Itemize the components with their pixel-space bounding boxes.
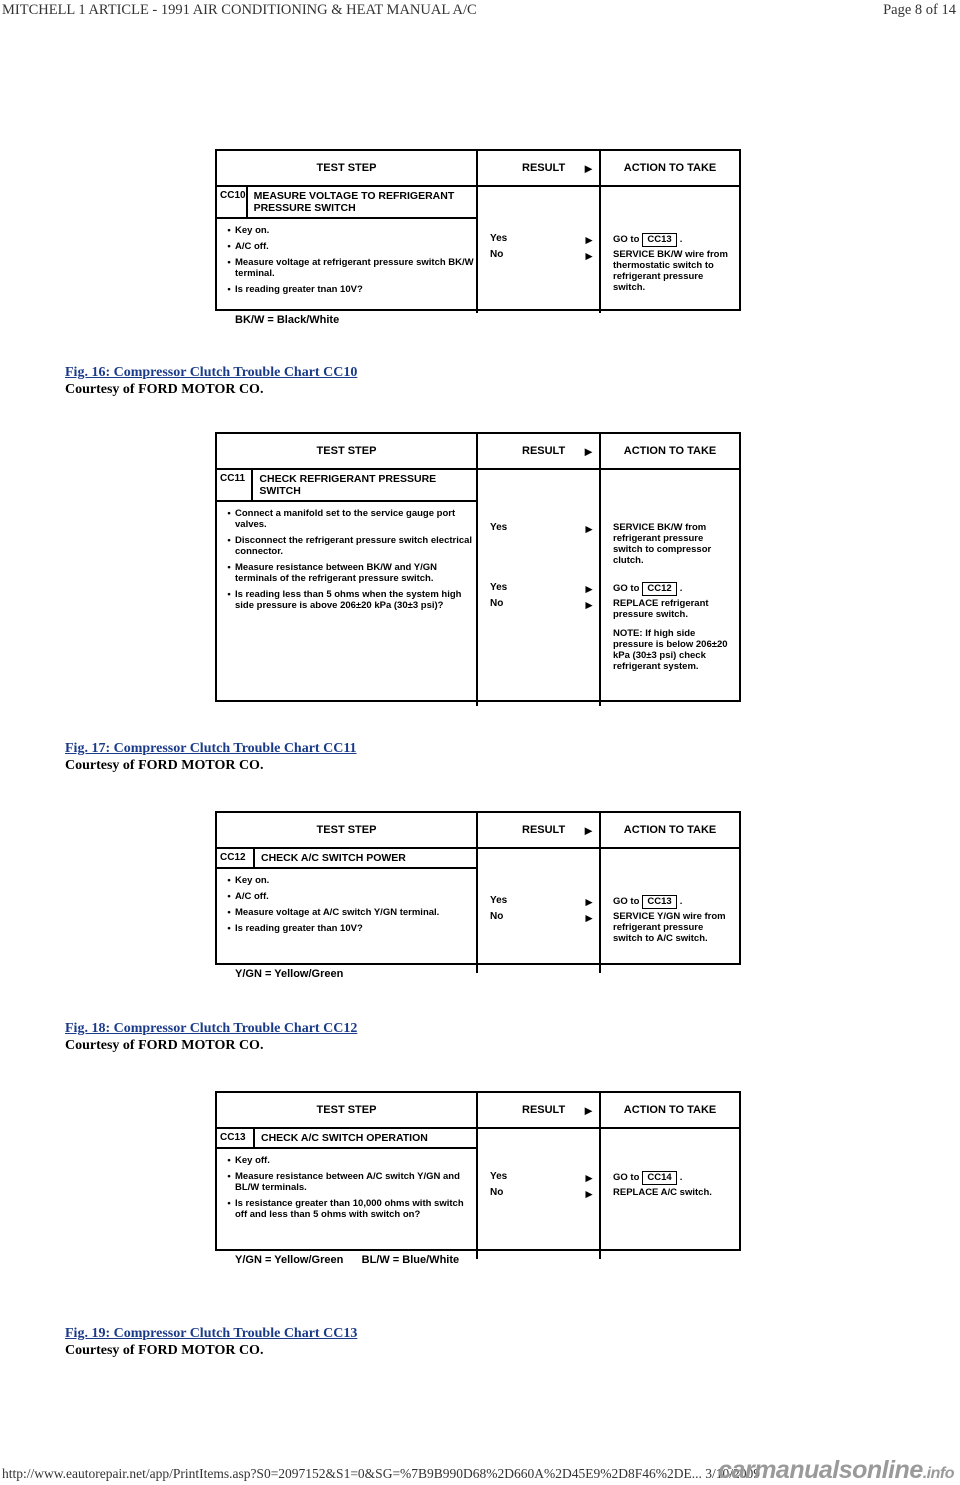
step-list [217,869,476,945]
trouble-chart-cc13 [215,1091,741,1251]
step-title: CHECK REFRIGERANT PRESSURE SWITCH [259,473,437,497]
step-title-row [217,1129,476,1149]
bullet-icon: • [227,284,231,295]
bullet-icon: • [227,1171,231,1182]
step-title: MEASURE VOLTAGE TO REFRIGERANT PRESSURE SWITCH [253,190,455,214]
bullet-icon: • [227,907,231,918]
step-text: Connect a manifold set to the service gauge port valves. [235,508,456,530]
bullet-icon: • [227,875,231,886]
action-text [613,582,733,596]
action-column [601,1129,739,1259]
chart-grid [217,1093,739,1259]
action-instruction: SERVICE Y/GN wire from refrigerant pressure switch to A/C switch. [613,911,726,944]
header-test-step: TEST STEP [217,434,478,470]
step-text: Measure voltage at refrigerant pressure switch BK/W terminal. [235,257,474,279]
action-suffix: . [679,1172,683,1183]
step-list [217,502,476,622]
test-step-column [217,470,478,706]
header-test-step: TEST STEP [217,813,478,849]
page-number: Page 8 of 14 [883,2,956,18]
result-column [478,470,601,706]
step-list [217,1149,476,1231]
action-note: NOTE: If high side pressure is below 206±20 kPa (30±3 psi) check refrigerant system. [613,628,728,672]
action-instruction: GO to [613,583,640,594]
action-text [613,895,733,909]
header-result [478,813,601,849]
result-label: Yes [490,522,508,533]
bullet-icon: • [227,589,231,600]
action-suffix: . [679,234,683,245]
step-code: CC10 [217,187,248,217]
test-step-column [217,1129,478,1259]
step-code: CC13 [217,1129,255,1147]
step-item [223,907,476,918]
step-text: Is reading greater tnan 10V? [235,284,363,295]
result-label: Yes [490,582,508,593]
action-text [613,522,733,566]
action-column [601,470,739,706]
step-list [217,219,476,306]
action-instruction: GO to [613,234,640,245]
header-action: ACTION TO TAKE [601,434,739,470]
header-action: ACTION TO TAKE [601,151,739,187]
test-step-column [217,849,478,973]
step-text: Is reading less than 5 ohms when the system high side pressure is above 206±20 kPa (30±3 psi)? [235,589,462,611]
bullet-icon: • [227,508,231,519]
action-column [601,849,739,973]
figure-caption [65,1020,357,1054]
site-watermark: carmanualsonline.info [718,1456,954,1484]
arrow-right-icon: ► [583,895,595,909]
bullet-icon: • [227,257,231,268]
trouble-chart-cc11 [215,432,741,702]
step-title-row [217,470,476,502]
step-text: A/C off. [235,241,269,252]
result-label: Yes [490,895,508,906]
bullet-icon: • [227,1155,231,1166]
figure-caption [65,740,357,774]
result-column [478,849,601,973]
figure-caption [65,364,357,398]
arrow-right-icon: ► [582,1102,595,1118]
wire-color-legend: Y/GN = Yellow/Green [235,968,344,980]
courtesy-line: Courtesy of FORD MOTOR CO. [65,1038,264,1053]
trouble-chart-cc10 [215,149,741,311]
bullet-icon: • [227,1198,231,1209]
step-item [223,284,476,295]
step-text: A/C off. [235,891,269,902]
arrow-right-icon: ► [582,443,595,459]
action-instruction: GO to [613,896,640,907]
step-item [223,225,476,236]
step-text: Key on. [235,225,270,236]
header-test-step: TEST STEP [217,151,478,187]
arrow-right-icon: ► [583,911,595,925]
arrow-right-icon: ► [583,582,595,596]
arrow-right-icon: ► [582,160,595,176]
result-label: Yes [490,1171,508,1182]
action-text [613,249,733,293]
arrow-right-icon: ► [583,522,595,536]
result-label: No [490,1187,504,1198]
bullet-icon: • [227,535,231,546]
header-action: ACTION TO TAKE [601,1093,739,1129]
trouble-chart-cc12 [215,811,741,965]
result-label: No [490,911,504,922]
step-item [223,923,476,934]
step-item [223,535,476,557]
footer-url: http://www.eautorepair.net/app/PrintItems.asp?S0=2097152&S1=0&SG=%7B9B990D68%2D660A%2D45E9%2D8F46%2DE... 3/10/2009 [2,1466,761,1481]
courtesy-line: Courtesy of FORD MOTOR CO. [65,758,264,773]
step-item [223,241,476,252]
result-label: No [490,598,504,609]
step-reference: CC12 [642,582,676,596]
step-item [223,891,476,902]
arrow-right-icon: ► [583,233,595,247]
header-result [478,434,601,470]
header-result-label: RESULT [522,162,566,174]
figure-link-fig19[interactable]: Fig. 19: Compressor Clutch Trouble Chart CC13 [65,1326,358,1341]
step-item [223,1155,476,1166]
step-item [223,257,476,279]
step-text: Key on. [235,875,270,886]
step-code: CC11 [217,470,253,500]
bullet-icon: • [227,891,231,902]
step-text: Measure resistance between A/C switch Y/GN and BL/W terminals. [235,1171,460,1193]
figure-link-fig18[interactable]: Fig. 18: Compressor Clutch Trouble Chart CC12 [65,1021,358,1036]
result-column [478,187,601,313]
chart-grid [217,813,739,973]
header-test-step: TEST STEP [217,1093,478,1129]
chart-grid [217,151,739,313]
action-instruction: SERVICE BK/W wire from thermostatic switch to refrigerant pressure switch. [613,249,728,293]
arrow-right-icon: ► [583,1171,595,1185]
step-item [223,562,476,584]
test-step-column [217,187,478,313]
figure-link-fig17[interactable]: Fig. 17: Compressor Clutch Trouble Chart CC11 [65,741,357,756]
header-result [478,151,601,187]
step-title: CHECK A/C SWITCH OPERATION [261,1132,428,1144]
step-text: Disconnect the refrigerant pressure switch electrical connector. [235,535,473,557]
courtesy-line: Courtesy of FORD MOTOR CO. [65,382,264,397]
bullet-icon: • [227,225,231,236]
courtesy-line: Courtesy of FORD MOTOR CO. [65,1343,264,1358]
step-text: Measure resistance between BK/W and Y/GN terminals of the refrigerant pressure switch. [235,562,438,584]
step-code: CC12 [217,849,255,867]
action-text [613,598,733,620]
chart-grid [217,434,739,706]
step-reference: CC13 [642,233,676,247]
action-suffix: . [679,583,683,594]
action-text [613,911,733,944]
arrow-right-icon: ► [582,822,595,838]
bullet-icon: • [227,241,231,252]
step-text: Is reading greater than 10V? [235,923,363,934]
action-text [613,233,733,247]
wire-color-legend: Y/GN = Yellow/Green BL/W = Blue/White [235,1254,460,1266]
action-instruction: REPLACE refrigerant pressure switch. [613,598,709,620]
step-item [223,1198,476,1220]
step-reference: CC14 [642,1171,676,1185]
step-item [223,875,476,886]
action-text [613,1171,733,1185]
action-text [613,1187,733,1198]
step-reference: CC13 [642,895,676,909]
wire-color-legend: BK/W = Black/White [235,314,340,326]
page-header-title: MITCHELL 1 ARTICLE - 1991 AIR CONDITIONING & HEAT MANUAL A/C [2,2,477,18]
arrow-right-icon: ► [583,598,595,612]
figure-link-fig16[interactable]: Fig. 16: Compressor Clutch Trouble Chart CC10 [65,365,358,380]
bullet-icon: • [227,923,231,934]
step-title: CHECK A/C SWITCH POWER [261,852,406,864]
step-text: Measure voltage at A/C switch Y/GN terminal. [235,907,440,918]
result-label: No [490,249,504,260]
bullet-icon: • [227,562,231,573]
step-item [223,589,476,611]
step-text: Key off. [235,1155,270,1166]
step-title-row [217,187,476,219]
header-action: ACTION TO TAKE [601,813,739,849]
action-instruction: GO to [613,1172,640,1183]
step-item [223,1171,476,1193]
result-column [478,1129,601,1259]
step-text: Is resistance greater than 10,000 ohms with switch off and less than 5 ohms with switch on? [235,1198,464,1220]
arrow-right-icon: ► [583,1187,595,1201]
step-title-row [217,849,476,869]
header-result-label: RESULT [522,824,566,836]
figure-caption [65,1325,357,1359]
arrow-right-icon: ► [583,249,595,263]
action-suffix: . [679,896,683,907]
header-result-label: RESULT [522,445,566,457]
header-result-label: RESULT [522,1104,566,1116]
header-result [478,1093,601,1129]
action-instruction: REPLACE A/C switch. [613,1187,712,1198]
action-instruction: SERVICE BK/W from refrigerant pressure switch to compressor clutch. [613,522,712,566]
result-label: Yes [490,233,508,244]
action-column [601,187,739,313]
step-item [223,508,476,530]
